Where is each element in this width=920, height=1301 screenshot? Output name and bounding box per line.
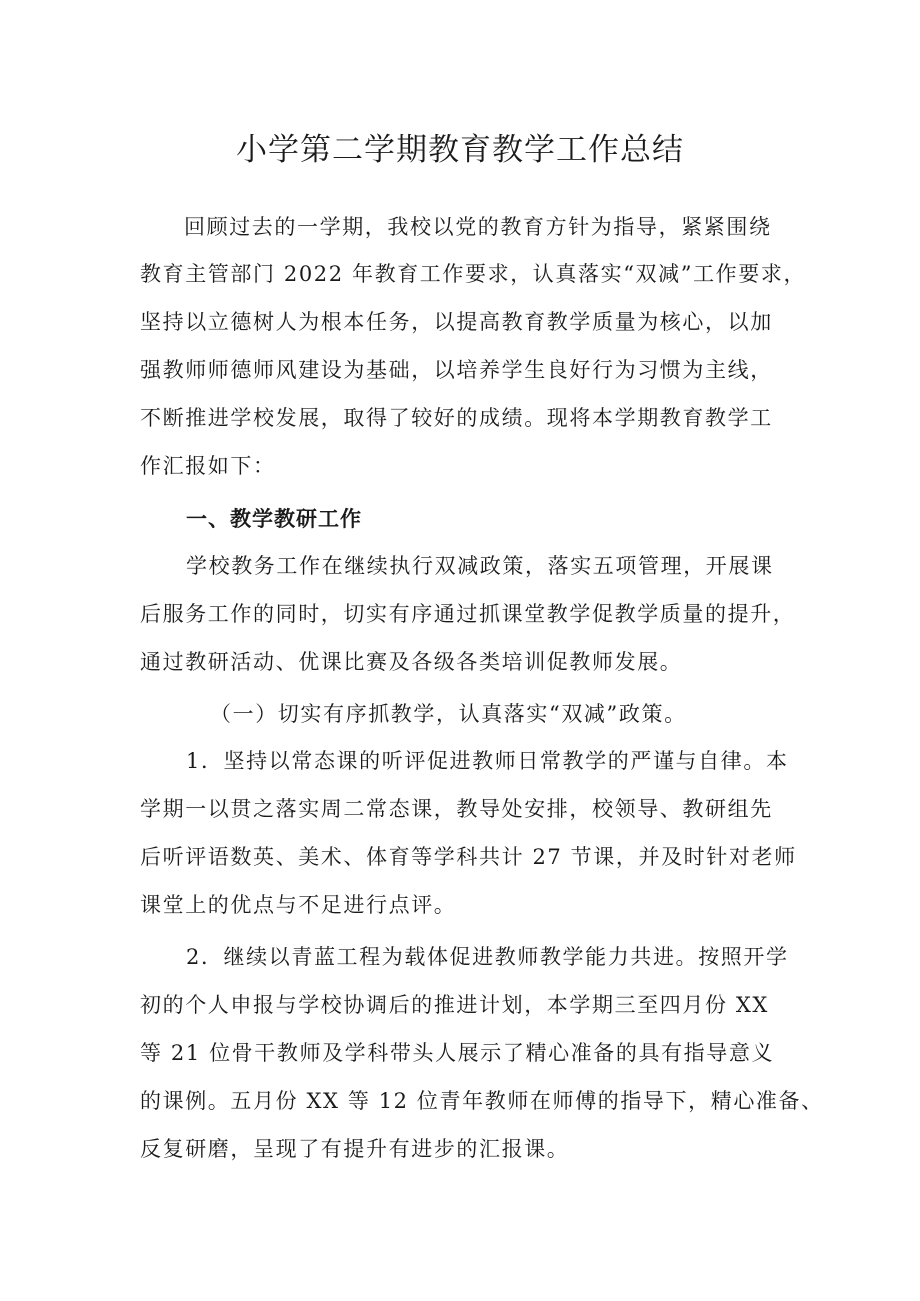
item1-line-1: 1．坚持以常态课的听评促进教师日常教学的严谨与自律。本 bbox=[186, 749, 789, 773]
subheading: （一）切实有序抓教学，认真落实“双减”政策。 bbox=[210, 702, 687, 726]
intro-line-4: 强教师师德师风建设为基础，以培养学生良好行为习惯为主线， bbox=[140, 358, 773, 382]
section-heading: 一、教学教研工作 bbox=[186, 507, 362, 531]
item1-line-3: 后听评语数英、美术、体育等学科共计 27 节课，并及时针对老师 bbox=[140, 845, 797, 869]
item2-line-2: 初的个人申报与学校协调后的推进计划，本学期三至四月份 XX bbox=[140, 993, 769, 1017]
intro-line-1: 回顾过去的一学期，我校以党的教育方针为指导，紧紧围绕 bbox=[184, 215, 772, 239]
item2-line-4: 的课例。五月份 XX 等 12 位青年教师在师傅的指导下，精心准备、 bbox=[140, 1089, 824, 1113]
intro-line-2: 教育主管部门 2022 年教育工作要求，认真落实“双减”工作要求， bbox=[140, 262, 807, 286]
intro-line-3: 坚持以立德树人为根本任务，以提高教育教学质量为核心，以加 bbox=[140, 310, 773, 334]
item2-line-1: 2．继续以青蓝工程为载体促进教师教学能力共进。按照开学 bbox=[186, 945, 789, 969]
item2-line-5: 反复研磨，呈现了有提升有进步的汇报课。 bbox=[140, 1137, 570, 1161]
document-title: 小学第二学期教育教学工作总结 bbox=[236, 132, 684, 168]
intro-line-5: 不断推进学校发展，取得了较好的成绩。现将本学期教育教学工 bbox=[140, 406, 773, 430]
item1-line-4: 课堂上的优点与不足进行点评。 bbox=[140, 893, 457, 917]
item1-line-2: 学期一以贯之落实周二常态课，教导处安排，校领导、教研组先 bbox=[140, 797, 773, 821]
section-para-line-1: 学校教务工作在继续执行双减政策，落实五项管理，开展课 bbox=[186, 554, 774, 578]
section-para-line-3: 通过教研活动、优课比赛及各级各类培训促教师发展。 bbox=[140, 650, 683, 674]
section-para-line-2: 后服务工作的同时，切实有序通过抓课堂教学促教学质量的提升， bbox=[140, 602, 796, 626]
item2-line-3: 等 21 位骨干教师及学科带头人展示了精心准备的具有指导意义 bbox=[140, 1041, 775, 1065]
intro-line-6: 作汇报如下： bbox=[140, 454, 276, 478]
